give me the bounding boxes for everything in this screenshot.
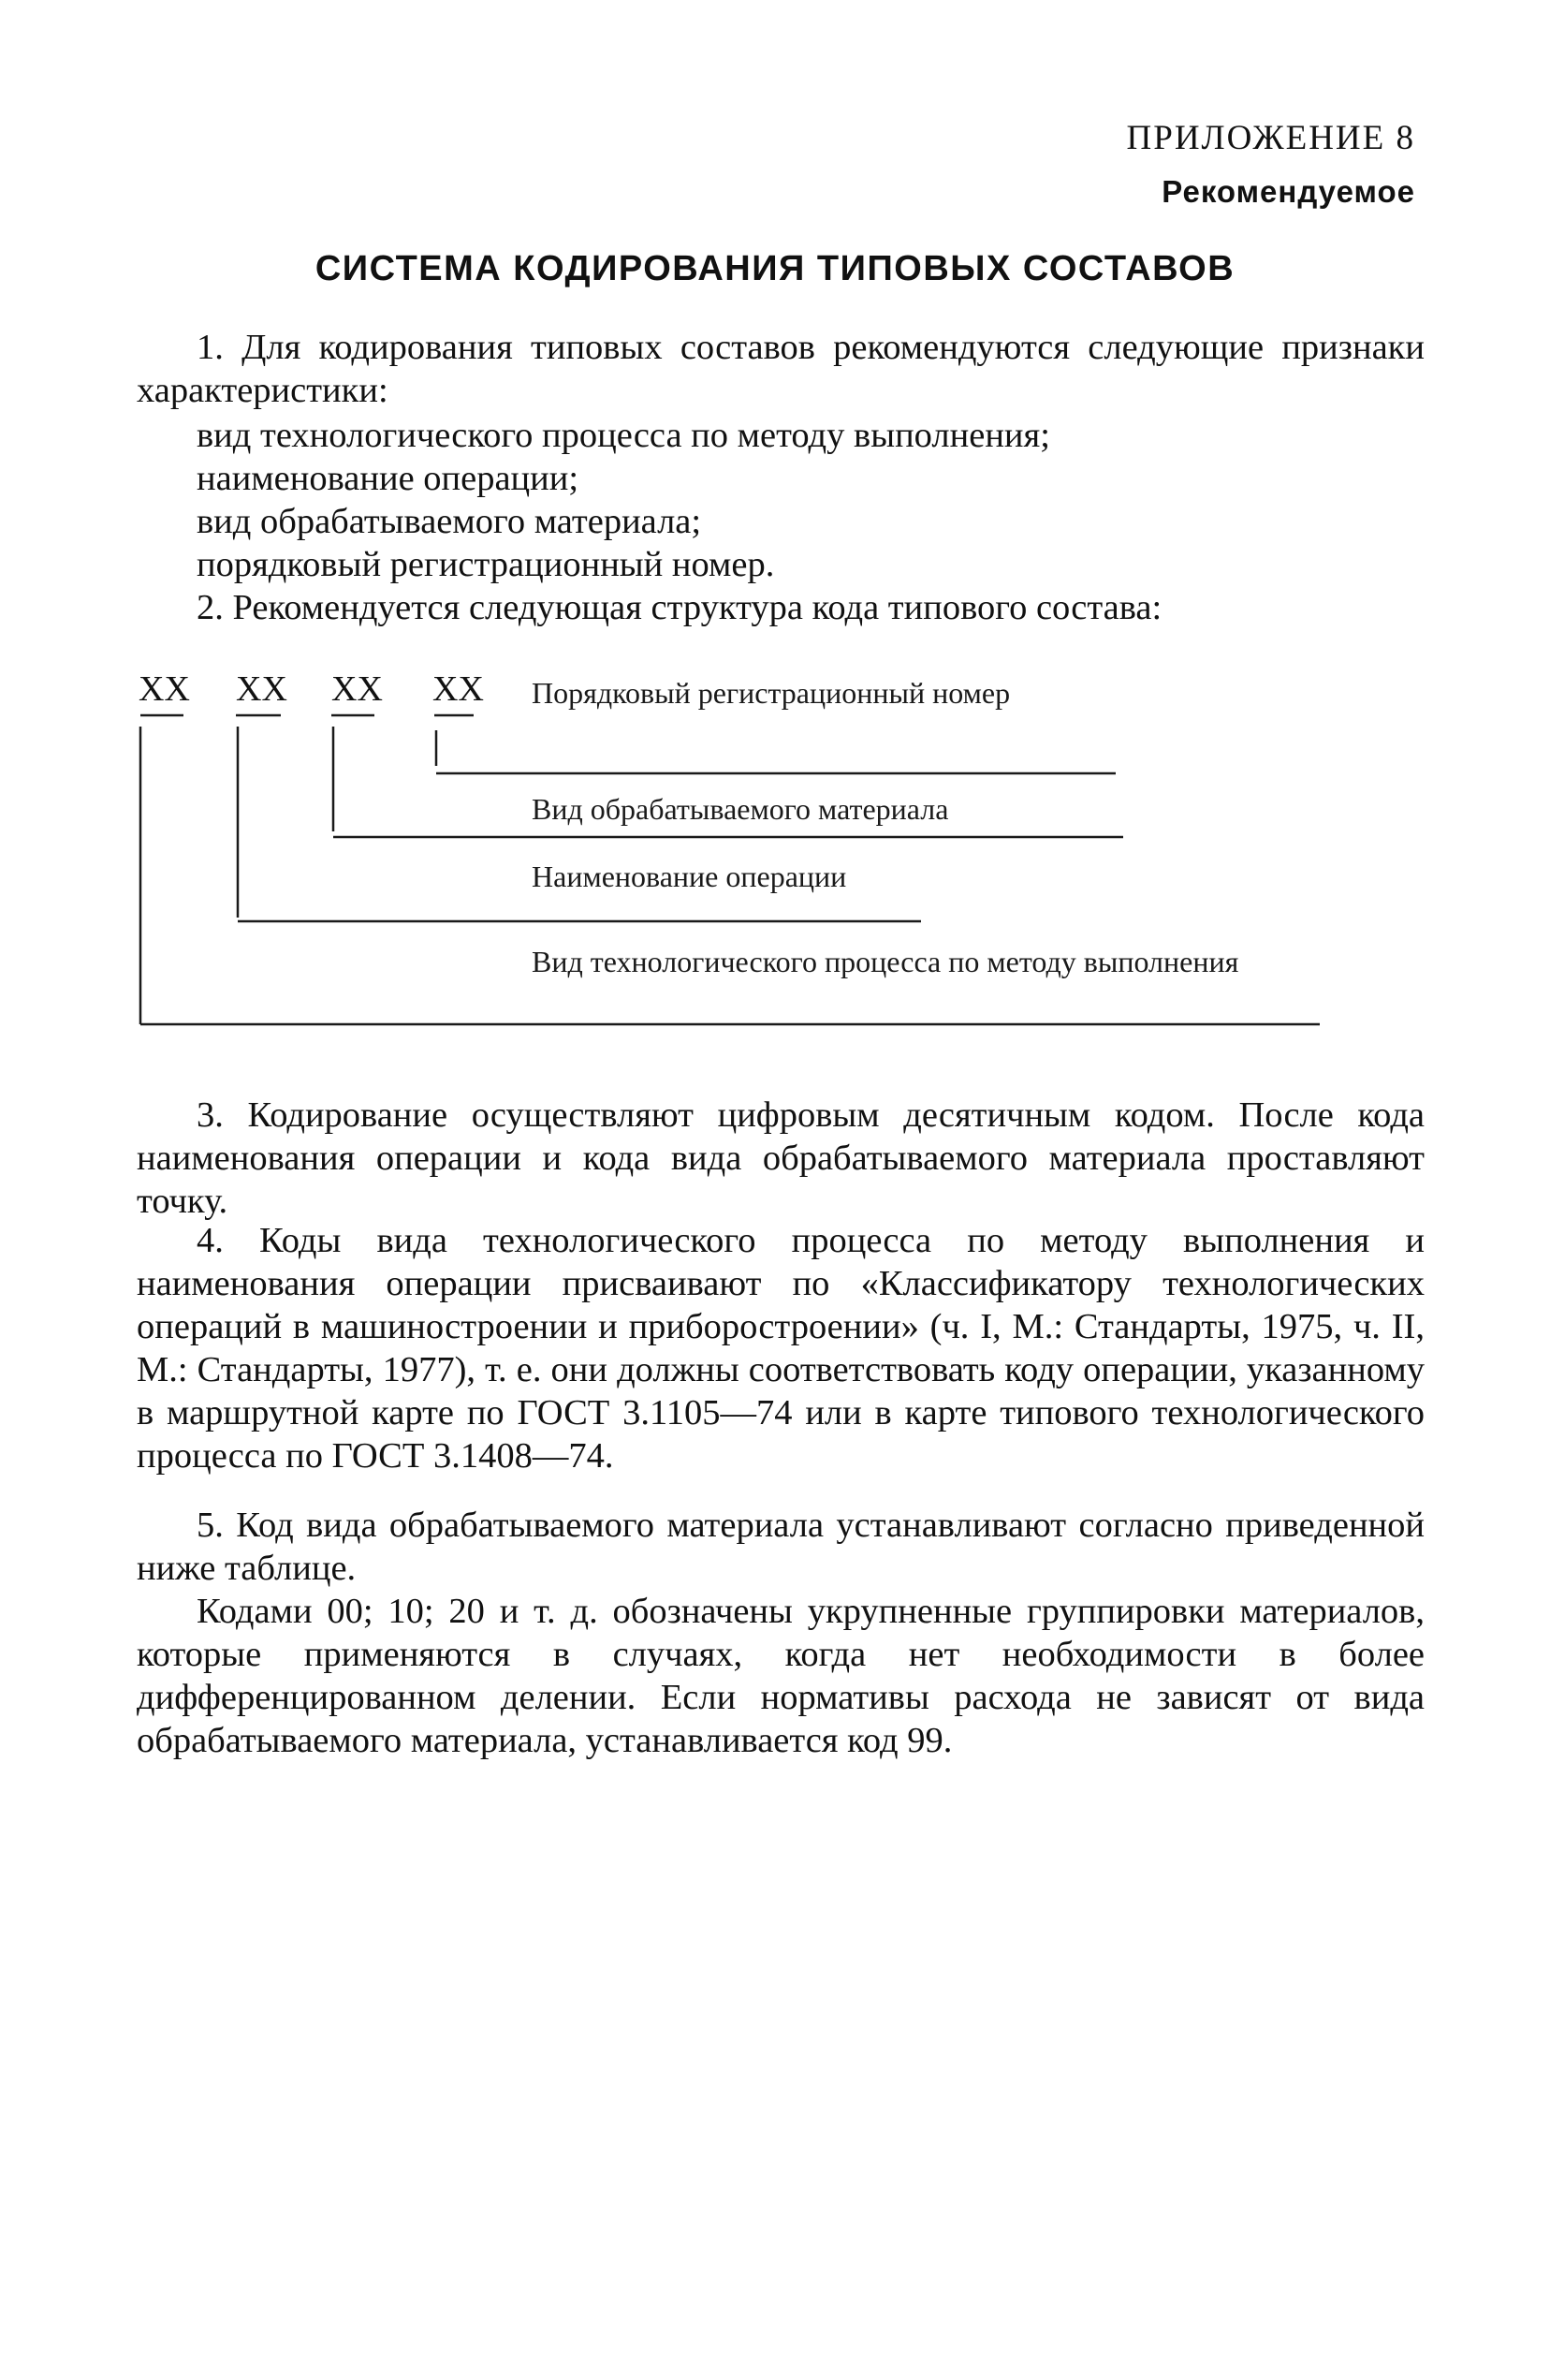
section-1-intro: 1. Для кодирования типовых составов рекомендуются следующие признаки характеристики:: [137, 328, 1425, 410]
label-serial-number: Порядковый регистрационный номер: [532, 676, 1011, 710]
list-item: порядковый регистрационный номер.: [197, 545, 775, 584]
annex-number: ПРИЛОЖЕНИЕ 8: [1126, 119, 1415, 157]
code-digit-process: ХХ: [139, 669, 190, 709]
section-5-note: Кодами 00; 10; 20 и т. д. обозначены укрупненные группировки материалов, которые применяются в случаях, когда нет необходимости в более дифференцированном делении. Если нормативы расхода не зависят от вида обрабатываемого материала, устанавливается код 99.: [137, 1592, 1425, 1760]
diagram-lines: [0, 0, 1550, 1077]
section-2-text: 2. Рекомендуется следующая структура кода типового состава:: [197, 588, 1162, 627]
page-title: СИСТЕМА КОДИРОВАНИЯ ТИПОВЫХ СОСТАВОВ: [314, 249, 1236, 288]
label-process: Вид технологического процесса по методу выполнения: [532, 945, 1239, 978]
list-item: вид обрабатываемого материала;: [197, 502, 702, 541]
section-3-text: 3. Кодирование осуществляют цифровым десятичным кодом. После кода наименования операции и кода вида обрабатываемого материала проставляют точку.: [137, 1095, 1425, 1221]
list-item: наименование операции;: [197, 459, 579, 498]
annex-status: Рекомендуемое: [1162, 174, 1415, 209]
list-item: вид технологического процесса по методу выполнения;: [197, 416, 1050, 455]
code-digit-operation: ХХ: [236, 669, 287, 709]
section-4-text: 4. Коды вида технологического процесса по методу выполнения и наименования операции присваивают по «Классификатору технологических операций в машиностроении и приборостроении» (ч. I, М.: Стандарты, 1975, ч. II, М.: Стандарты, 1977), т. е. они должны соответствовать коду операции, указанному в маршрутной карте по ГОСТ 3.1105—74 или в карте типового технологического процесса по ГОСТ 3.1408—74.: [137, 1221, 1425, 1476]
code-digit-serial: ХХ: [432, 669, 484, 709]
label-operation: Наименование операции: [532, 859, 847, 893]
code-digit-material: ХХ: [331, 669, 383, 709]
label-material: Вид обрабатываемого материала: [532, 792, 949, 826]
section-5-text: 5. Код вида обрабатываемого материала устанавливают согласно приведенной ниже таблице.: [137, 1506, 1425, 1588]
